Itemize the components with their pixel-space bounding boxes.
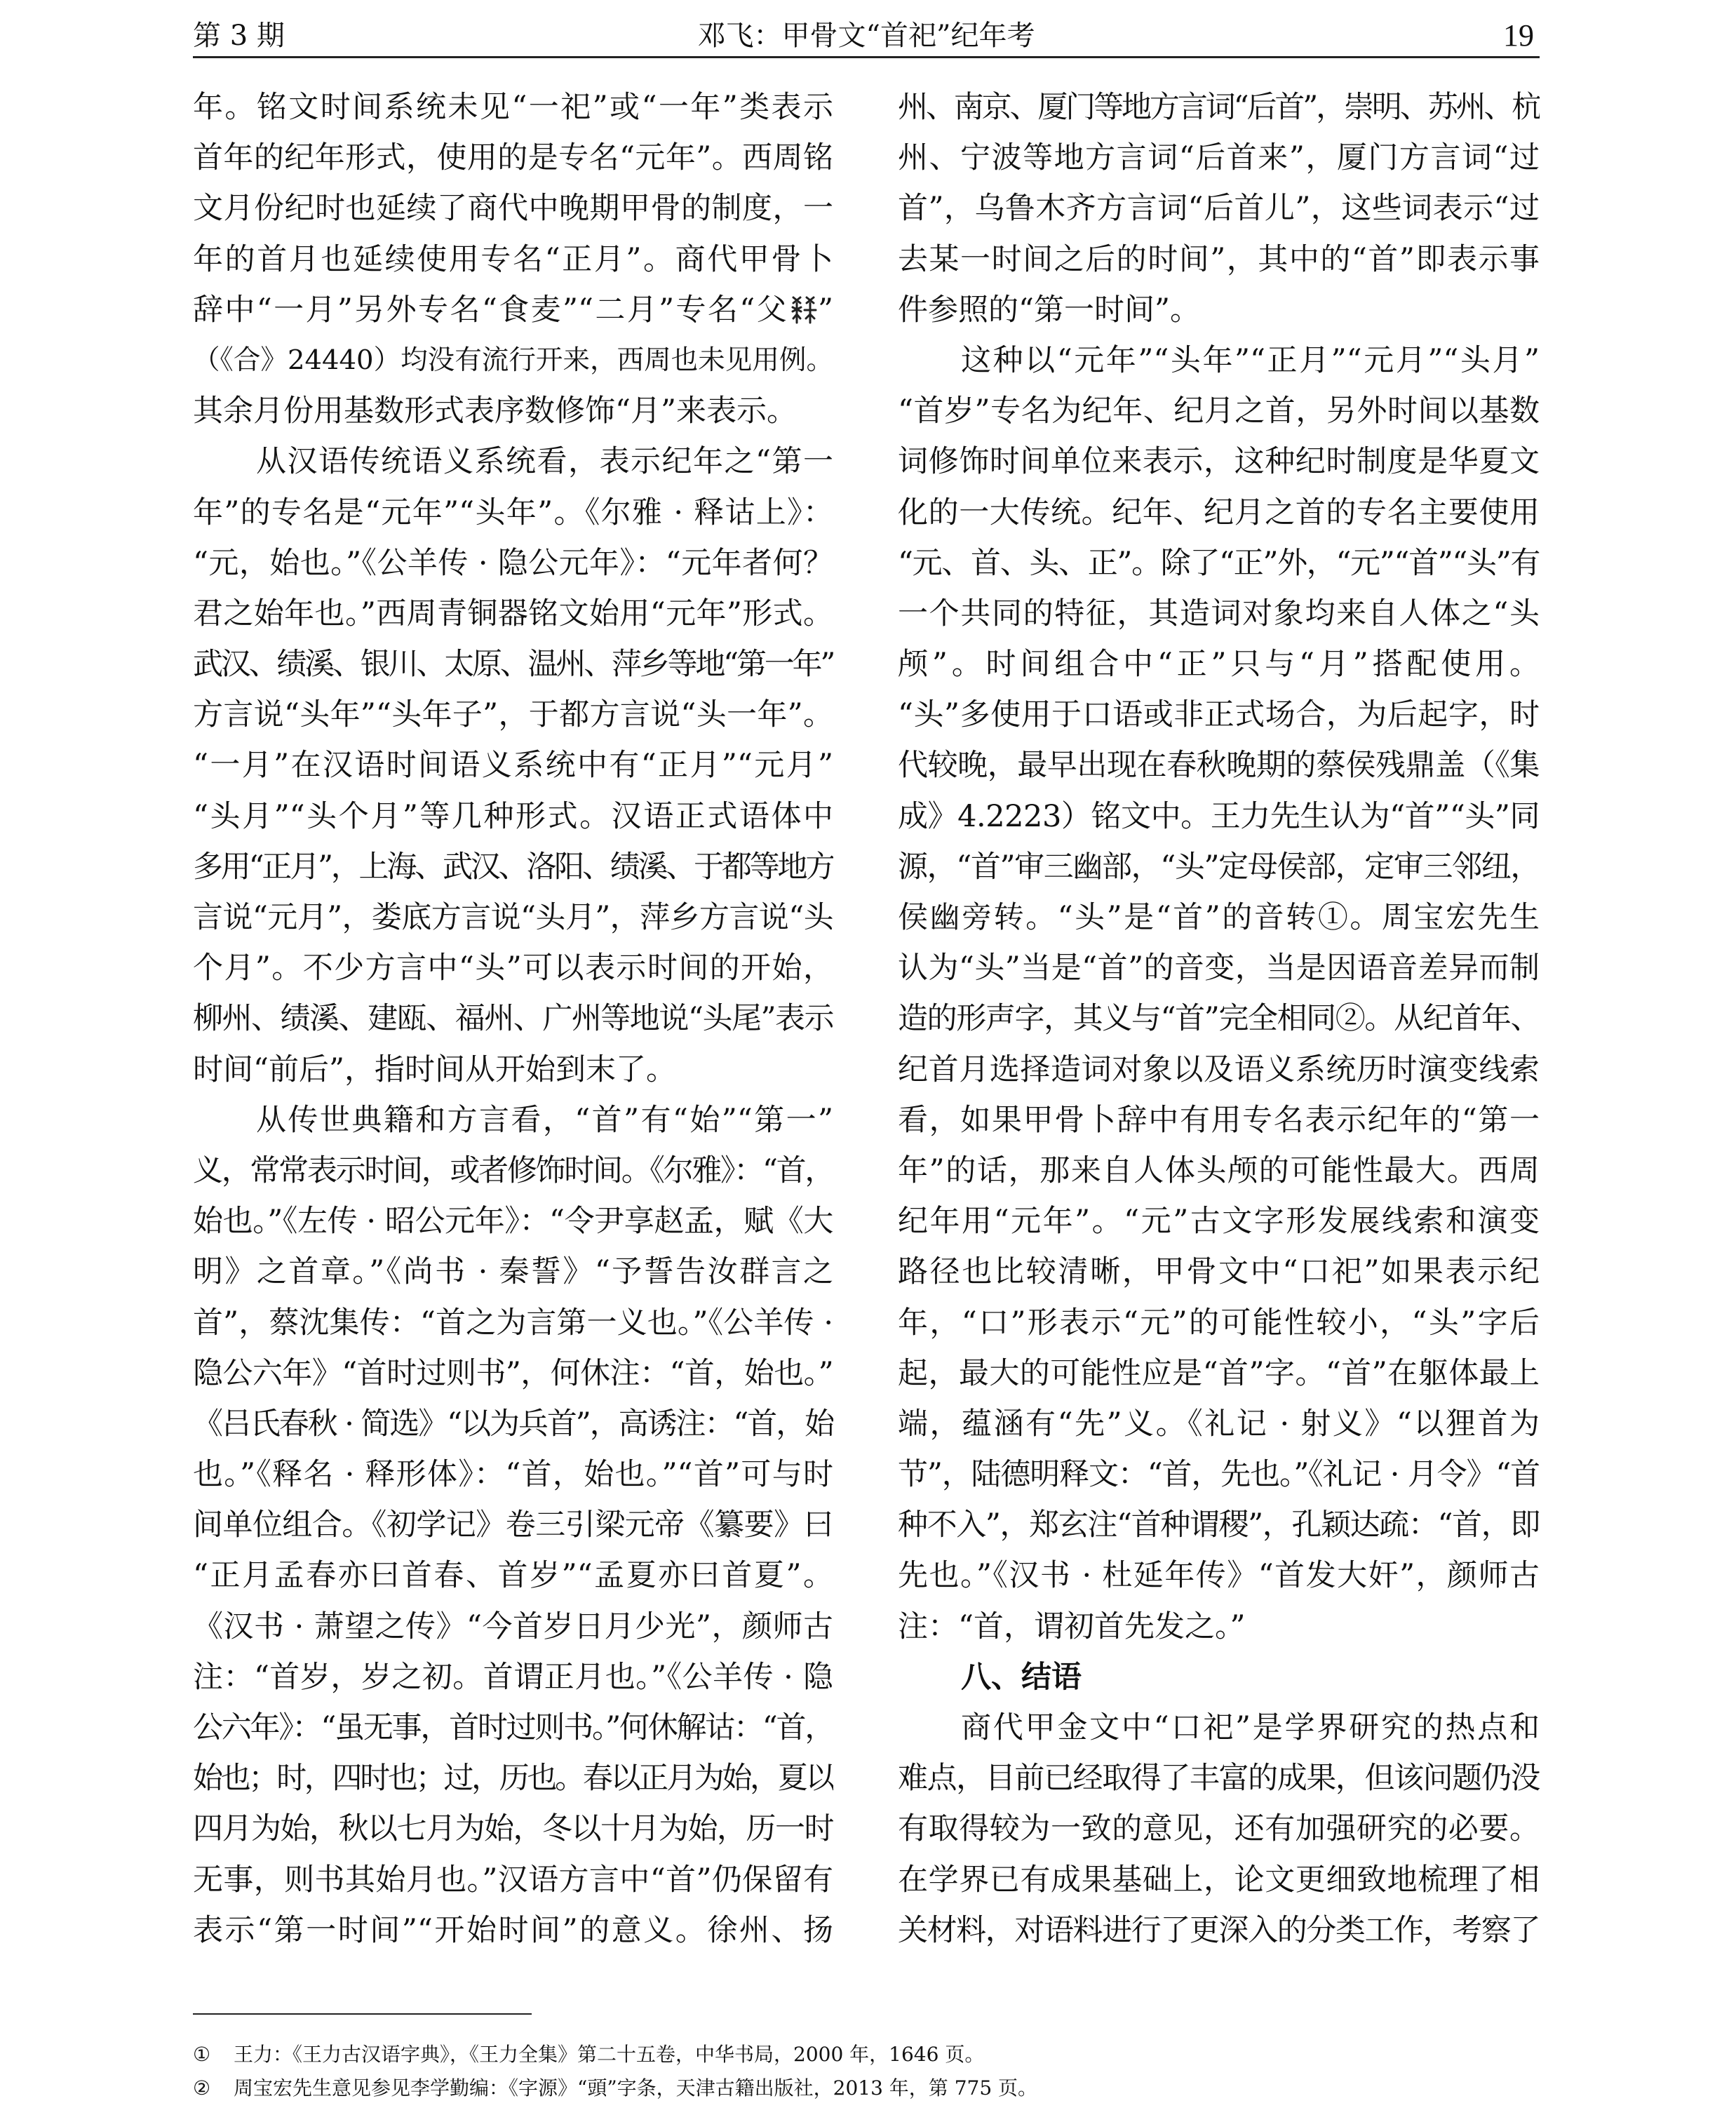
text-line-content: 关材料，对语料进行了更深入的分类工作，考察了 <box>898 1912 1540 1948</box>
text-line <box>193 1601 833 1652</box>
text-line-content: 年”的专名是“元年”“头年”。《尔雅 · 释诂上》： <box>193 495 833 530</box>
text-line <box>898 1601 1540 1652</box>
text-line <box>193 82 833 133</box>
text-line <box>193 488 833 538</box>
text-line <box>193 943 833 993</box>
text-line-content: 个月”。不少方言中“头”可以表示时间的开始， <box>193 951 833 986</box>
text-line <box>898 82 1540 133</box>
text-line <box>898 488 1540 538</box>
text-line-content: 路径也比较清晰，甲骨文中“口祀”如果表示纪 <box>898 1254 1540 1290</box>
text-line-content: 无事，则书其始月也。”汉语方言中“首”仍保留有 <box>193 1862 833 1898</box>
text-line <box>898 1804 1540 1854</box>
text-line-content: 年，“口”形表示“元”的可能性较小，“头”字后 <box>898 1305 1540 1341</box>
text-line-content: 这种以“元年”“头年”“正月”“元月”“头月” <box>961 342 1540 378</box>
text-line <box>898 1348 1540 1399</box>
text-line-content: 起，最大的可能性应是“首”字。“首”在躯体最上 <box>898 1355 1540 1391</box>
text-line <box>898 1196 1540 1247</box>
text-line <box>193 285 833 335</box>
text-line <box>898 386 1540 436</box>
text-line <box>898 1703 1540 1753</box>
footnote-mark: ① <box>193 2043 211 2066</box>
text-line-content: “头月”“头个月”等几种形式。汉语正式语体中 <box>193 798 833 834</box>
text-line-content: 看，如果甲骨卜辞中有用专名表示纪年的“第一 <box>898 1102 1540 1138</box>
footnote-text: 王力：《王力古汉语字典》，《王力全集》第二十五卷，中华书局，2000 年，1646 页。 <box>234 2043 985 2066</box>
text-line <box>898 183 1540 234</box>
text-line <box>193 1348 833 1399</box>
text-line <box>898 1399 1540 1449</box>
text-line-content: 首”，蔡沈集传：“首之为言第一义也。”《公羊传 · <box>193 1305 833 1341</box>
text-line <box>193 538 833 589</box>
text-line-content: 认为“头”当是“首”的音变，当是因语音差异而制 <box>898 951 1540 986</box>
text-line-content: 州、宁波等地方言词“后首来”，厦门方言词“过 <box>898 140 1540 176</box>
text-line-content: 《吕氏春秋 · 简选》“以为兵首”，高诱注：“首，始 <box>193 1406 833 1442</box>
text-line <box>898 538 1540 589</box>
text-line <box>193 1045 833 1095</box>
footnote-mark: ② <box>193 2076 211 2100</box>
text-line-content: 言说“元月”，娄底方言说“头月”，萍乡方言说“头 <box>193 900 833 935</box>
text-line-content: 代较晚，最早出现在春秋晚期的蔡侯残鼎盖（《集 <box>898 748 1540 784</box>
oracle-bone-glyph-icon <box>788 290 818 323</box>
text-line <box>193 1298 833 1348</box>
left-column <box>193 82 833 1956</box>
text-line <box>193 842 833 892</box>
text-line <box>898 740 1540 791</box>
text-line <box>193 1855 833 1905</box>
text-line <box>898 1500 1540 1550</box>
text-line-content: 词修饰时间单位来表示，这种纪时制度是华夏文 <box>898 444 1540 480</box>
text-line <box>898 1095 1540 1146</box>
running-title: 邓飞：甲骨文“首祀”纪年考 <box>697 20 1035 52</box>
text-line <box>193 791 833 842</box>
text-line-content: 有取得较为一致的意见，还有加强研究的必要。 <box>898 1811 1540 1847</box>
text-line <box>193 1905 833 1956</box>
text-line-content: 注：“首，谓初首先发之。” <box>898 1609 1246 1644</box>
text-line-content: 件参照的“第一时间”。 <box>898 292 1200 328</box>
text-line <box>898 1905 1540 1956</box>
text-line-content: 造的形声字，其义与“首”完全相同②。从纪首年、 <box>898 1001 1540 1037</box>
text-line <box>193 589 833 639</box>
text-line-content: 文月份纪时也延续了商代中晚期甲骨的制度，一 <box>193 191 833 227</box>
text-line-content: 方言说“头年”“头年子”，于都方言说“头一年”。 <box>193 697 833 733</box>
text-line <box>898 285 1540 335</box>
text-line-content: 去某一时间之后的时间”，其中的“首”即表示事 <box>898 241 1540 277</box>
text-line <box>898 993 1540 1044</box>
text-line <box>193 234 833 285</box>
section-heading-text: 八、结语 <box>961 1659 1082 1695</box>
text-line-content: 颅”。时间组合中“正”只与“月”搭配使用。 <box>898 647 1540 683</box>
footnote <box>193 2071 1455 2105</box>
text-line-content: 成》4.2223）铭文中。王力先生认为“首”“头”同 <box>898 798 1540 834</box>
text-line <box>898 690 1540 740</box>
text-line <box>193 1146 833 1196</box>
text-line <box>898 943 1540 993</box>
text-line-content: 义，常常表示时间，或者修饰时间。《尔雅》：“首， <box>193 1153 833 1188</box>
text-line-content: 商代甲金文中“口祀”是学界研究的热点和 <box>961 1710 1540 1745</box>
closing-quote: ” <box>818 292 833 328</box>
text-line-content: “元、首、头、正”。除了“正”外，“元”“首”“头”有 <box>898 545 1540 581</box>
issue-number: 第 3 期 <box>193 20 285 52</box>
text-line <box>193 1247 833 1297</box>
text-line <box>898 639 1540 690</box>
text-line <box>193 1196 833 1247</box>
text-line-content: 一个共同的特征，其造词对象均来自人体之“头 <box>898 596 1540 631</box>
text-line <box>193 386 833 436</box>
text-line-content: 《汉书 · 萧望之传》“今首岁日月少光”，颜师古 <box>193 1609 833 1644</box>
text-line <box>898 1550 1540 1601</box>
text-line-content: “一月”在汉语时间语义系统中有“正月”“元月” <box>193 748 833 784</box>
footnote-text: 周宝宏先生意见参见李学勤编：《字源》“頭”字条，天津古籍出版社，2013 年，第 775 页。 <box>234 2076 1038 2100</box>
text-line-content: 多用“正月”，上海、武汉、洛阳、绩溪、于都等地方 <box>193 849 833 885</box>
text-line-content: “正月孟春亦曰首春、首岁”“孟夏亦曰首夏”。 <box>193 1558 833 1594</box>
text-line-content: 明》之首章。”《尚书 · 秦誓》“予誓告汝群言之 <box>193 1254 833 1290</box>
footnote <box>193 2038 1455 2071</box>
text-line <box>193 133 833 183</box>
text-line-content: 始也。”《左传 · 昭公元年》：“令尹享赵孟，赋《大 <box>193 1204 833 1240</box>
text-line-content: 始也；时，四时也；过，历也。春以正月为始，夏以 <box>193 1761 833 1797</box>
text-line <box>898 1298 1540 1348</box>
text-line <box>898 1855 1540 1905</box>
text-line <box>193 892 833 943</box>
text-line <box>898 234 1540 285</box>
text-line-content: 首年的纪年形式，使用的是专名“元年”。西周铭 <box>193 140 833 176</box>
text-line <box>193 436 833 487</box>
text-line-content: 种不入”，郑玄注“首种谓稷”，孔颖达疏：“首，即 <box>898 1507 1540 1543</box>
text-line-content: “元，始也。”《公羊传 · 隐公元年》：“元年者何？ <box>193 545 833 581</box>
text-line-content: 在学界已有成果基础上，论文更细致地梳理了相 <box>898 1862 1540 1898</box>
text-line <box>193 1703 833 1753</box>
text-line <box>898 133 1540 183</box>
text-line-content: 时间“前后”，指时间从开始到末了。 <box>193 1052 676 1087</box>
text-line-content: 年的首月也延续使用专名“正月”。商代甲骨卜 <box>193 241 833 277</box>
text-line <box>898 436 1540 487</box>
text-line <box>193 740 833 791</box>
text-line-content: “头”多使用于口语或非正式场合，为后起字，时 <box>898 697 1540 733</box>
text-line-content: （《合》24440）均没有流行开来，西周也未见用例。 <box>193 344 833 376</box>
text-line-content: 源，“首”审三幽部，“头”定母侯部，定审三邻纽， <box>898 849 1540 885</box>
text-line <box>898 589 1540 639</box>
text-line <box>193 1550 833 1601</box>
section-heading <box>898 1652 1540 1703</box>
text-line <box>193 1449 833 1500</box>
text-line <box>193 639 833 690</box>
text-line-content: 纪年用“元年”。“元”古文字形发展线索和演变 <box>898 1204 1540 1240</box>
text-line <box>898 1146 1540 1196</box>
text-line-content: 化的一大传统。纪年、纪月之首的专名主要使用 <box>898 495 1540 530</box>
text-line-content: 年”的话，那来自人体头颅的可能性最大。西周 <box>898 1153 1540 1188</box>
text-line-content: “首岁”专名为纪年、纪月之首，另外时间以基数 <box>898 394 1540 429</box>
footnotes <box>193 2038 1455 2105</box>
text-line-content: 四月为始，秋以七月为始，冬以十月为始，历一时 <box>193 1811 833 1847</box>
running-header <box>193 20 1540 58</box>
text-line-content: 表示“第一时间”“开始时间”的意义。徐州、扬 <box>193 1912 833 1948</box>
text-line-content: 侯幽旁转。“头”是“首”的音转①。周宝宏先生 <box>898 900 1540 935</box>
text-line <box>898 842 1540 892</box>
text-line-content: 辞中“一月”另外专名“食麦”“二月”专名“父 <box>193 292 789 328</box>
text-line <box>898 335 1540 386</box>
text-line <box>193 183 833 234</box>
text-line <box>193 1500 833 1550</box>
text-line <box>193 690 833 740</box>
text-line <box>898 1045 1540 1095</box>
text-line <box>898 1753 1540 1804</box>
text-line <box>898 791 1540 842</box>
text-line-content: 武汉、绩溪、银川、太原、温州、萍乡等地“第一年” <box>193 647 833 683</box>
text-line <box>898 1247 1540 1297</box>
text-line-content: 先也。”《汉书 · 杜延年传》“首发大奸”，颜师古 <box>898 1558 1540 1594</box>
right-column <box>898 82 1540 1956</box>
text-line <box>193 335 833 386</box>
text-line <box>193 1095 833 1146</box>
text-line-content: 间单位组合。《初学记》卷三引梁元帝《纂要》曰 <box>193 1507 833 1543</box>
text-line-content: 难点，目前已经取得了丰富的成果，但该问题仍没 <box>898 1761 1540 1797</box>
text-line-content: 州、南京、厦门等地方言词“后首”，崇明、苏州、杭 <box>898 90 1540 125</box>
text-line <box>193 1753 833 1804</box>
text-line-content: 柳州、绩溪、建瓯、福州、广州等地说“头尾”表示 <box>193 1001 833 1037</box>
text-line <box>898 1449 1540 1500</box>
text-line-content: 君之始年也。”西周青铜器铭文始用“元年”形式。 <box>193 596 833 631</box>
text-line-content: 公六年》：“虽无事，首时过则书。”何休解诂：“首， <box>193 1710 833 1745</box>
text-line-content: 首”，乌鲁木齐方言词“后首儿”，这些词表示“过 <box>898 191 1540 227</box>
text-line-content: 端，蕴涵有“先”义。《礼记 · 射义》“以狸首为 <box>898 1406 1540 1442</box>
text-line <box>898 892 1540 943</box>
text-line-content: 隐公六年》“首时过则书”，何休注：“首，始也。” <box>193 1355 833 1391</box>
text-line <box>193 1652 833 1703</box>
text-line <box>193 1804 833 1854</box>
page-number: 19 <box>1503 18 1534 53</box>
text-line <box>193 993 833 1044</box>
text-line <box>193 1399 833 1449</box>
text-line-content: 注：“首岁，岁之初。首谓正月也。”《公羊传 · 隐 <box>193 1659 833 1695</box>
text-line-content: 其余月份用基数形式表序数修饰“月”来表示。 <box>193 394 797 429</box>
text-line-content: 节”，陆德明释文：“首，先也。”《礼记 · 月令》“首 <box>898 1457 1540 1493</box>
text-line-content: 从传世典籍和方言看，“首”有“始”“第一” <box>256 1102 833 1138</box>
text-line-content: 年。铭文时间系统未见“一祀”或“一年”类表示 <box>193 90 833 125</box>
text-line-content: 从汉语传统语义系统看，表示纪年之“第一 <box>256 444 833 480</box>
text-line-content: 也。”《释名 · 释形体》：“首，始也。”“首”可与时 <box>193 1457 833 1493</box>
text-line-content: 纪首月选择造词对象以及语义系统历时演变线索 <box>898 1052 1540 1087</box>
footnote-separator <box>193 2013 532 2015</box>
